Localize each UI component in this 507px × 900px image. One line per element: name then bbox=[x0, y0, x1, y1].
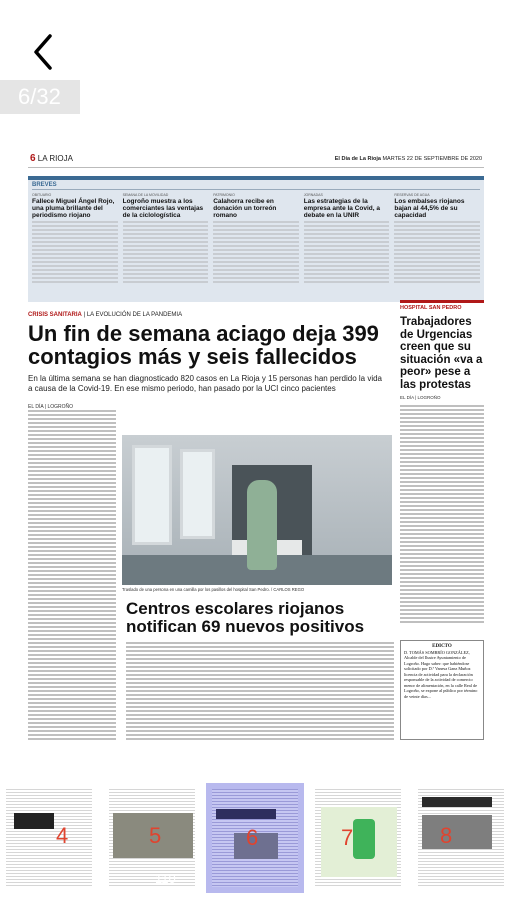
back-button[interactable] bbox=[28, 30, 60, 74]
photo-health-worker bbox=[247, 480, 277, 570]
page-indicator: 6/32 bbox=[0, 80, 80, 114]
thumbnail-number: 4 bbox=[56, 823, 69, 848]
photo-window-mid bbox=[180, 449, 215, 539]
photo-caption: Traslado de una persona en una camilla por los pasillos del hospital San Pedro. / CARLOS REGO bbox=[122, 587, 305, 592]
breve-item bbox=[123, 193, 209, 283]
main-subheadline: En la última semana se han diagnosticado 820 casos en La Rioja y 15 personas han perdido la vida a causa de la Covid-19. En ese mismo periodo, han pasado por la UCI cinco pacientes bbox=[28, 374, 383, 393]
thumbnail-strip bbox=[0, 775, 507, 900]
thumbnail-headline bbox=[14, 813, 54, 829]
side-byline: EL DÍA | LOGROÑO bbox=[400, 395, 441, 400]
side-column bbox=[400, 300, 484, 625]
breve-kicker: RESERVAS DE AGUA bbox=[394, 193, 430, 197]
notice-title: EDICTO bbox=[432, 644, 452, 649]
breves-title: BREVES bbox=[32, 182, 480, 190]
date-line: MARTES 22 DE SEPTIEMBRE DE 2020 bbox=[382, 155, 482, 162]
section-name: LA RIOJA bbox=[37, 154, 73, 163]
breve-kicker: JORNADAS bbox=[303, 193, 323, 197]
breve-body bbox=[304, 221, 390, 283]
breve-body bbox=[213, 221, 299, 283]
legal-notice bbox=[400, 640, 484, 740]
masthead: El Día de La Rioja bbox=[334, 155, 381, 162]
breve-kicker: PATRIMONIO bbox=[213, 193, 235, 197]
breve-headline: Los embalses riojanos bajan al 44,5% de su capacidad bbox=[394, 198, 465, 219]
breve-kicker: SEMANA DE LA MOVILIDAD bbox=[122, 193, 169, 197]
newspaper-page[interactable] bbox=[28, 150, 484, 740]
breve-kicker: OBITUARIO bbox=[32, 193, 52, 197]
thumbnail-extra-label: 110 bbox=[155, 871, 176, 886]
breve-headline: Fallece Miguel Ángel Rojo, una pluma brillante del periodismo riojano bbox=[32, 198, 115, 219]
thumbnail-headline bbox=[216, 809, 276, 819]
page-header bbox=[28, 150, 484, 168]
side-section: HOSPITAL SAN PEDRO bbox=[400, 300, 484, 311]
thumbnail-number: 7 bbox=[341, 825, 354, 850]
breve-headline: Logroño muestra a los comerciantes las ventajas de la ciclologística bbox=[122, 198, 204, 219]
thumbnail-page-8[interactable] bbox=[412, 783, 507, 893]
breve-headline: Las estrategias de la empresa ante la Covid, a debate en la UNIR bbox=[303, 198, 381, 219]
thumbnail-number: 5 bbox=[149, 823, 162, 848]
kicker-section: CRISIS SANITARIA bbox=[28, 312, 82, 318]
breves-columns bbox=[32, 193, 480, 283]
breve-body bbox=[394, 221, 480, 283]
breve-item bbox=[394, 193, 480, 283]
thumbnail-page-7[interactable] bbox=[309, 783, 407, 893]
main-byline: EL DÍA | LOGROÑO bbox=[28, 404, 74, 410]
breve-body bbox=[32, 221, 118, 283]
main-headline: Un fin de semana aciago deja 399 contagios más y seis fallecidos bbox=[28, 321, 379, 369]
side-headline: Trabajadores de Urgencias creen que su situación «va a peor» pese a las protestas bbox=[400, 316, 483, 391]
thumbnail-headline bbox=[422, 797, 492, 807]
thumbnail-page-6[interactable] bbox=[206, 783, 304, 893]
thumbnail-page-4[interactable] bbox=[0, 783, 98, 893]
thumbnail-phone bbox=[353, 819, 375, 859]
hospital-photo bbox=[122, 435, 392, 585]
chevron-left-icon bbox=[28, 30, 60, 74]
notice-text: D. TOMÁS SOMBRÍO GONZÁLEZ, Alcalde del Ilustre Ayuntamiento de Logroño. Hago saber: que habiéndose solicitado por D.ª Vanesa Ganz Muñoz licencia de actividad para la declaración responsable de la actividad de comercio menor de alimentación, en la calle Real de Logroño, se expone al público por término de veinte días... bbox=[404, 649, 478, 699]
thumbnail-page-5[interactable] bbox=[103, 783, 201, 893]
breve-headline: Calahorra recibe en donación un torreón romano bbox=[213, 198, 277, 219]
thumbnail-photo bbox=[422, 815, 492, 849]
breves-box bbox=[28, 176, 484, 302]
breve-item bbox=[304, 193, 390, 283]
article-kicker: CRISIS SANITARIA | LA EVOLUCIÓN DE LA PANDEMIA bbox=[28, 312, 183, 318]
page-number: 6 bbox=[30, 153, 36, 164]
thumbnail-number: 8 bbox=[440, 823, 453, 848]
section-label bbox=[30, 153, 73, 164]
photo-window-left bbox=[132, 445, 172, 545]
second-article-body bbox=[126, 642, 394, 740]
article-body-column bbox=[28, 410, 116, 740]
breve-item bbox=[32, 193, 118, 283]
breve-body bbox=[123, 221, 209, 283]
thumbnail-preview bbox=[6, 789, 92, 887]
side-body bbox=[400, 405, 484, 625]
masthead-line bbox=[335, 156, 482, 162]
kicker-topic: LA EVOLUCIÓN DE LA PANDEMIA bbox=[86, 312, 183, 318]
breve-item bbox=[213, 193, 299, 283]
second-headline: Centros escolares riojanos notifican 69 nuevos positivos bbox=[126, 599, 365, 636]
thumbnail-number: 6 bbox=[246, 825, 259, 850]
